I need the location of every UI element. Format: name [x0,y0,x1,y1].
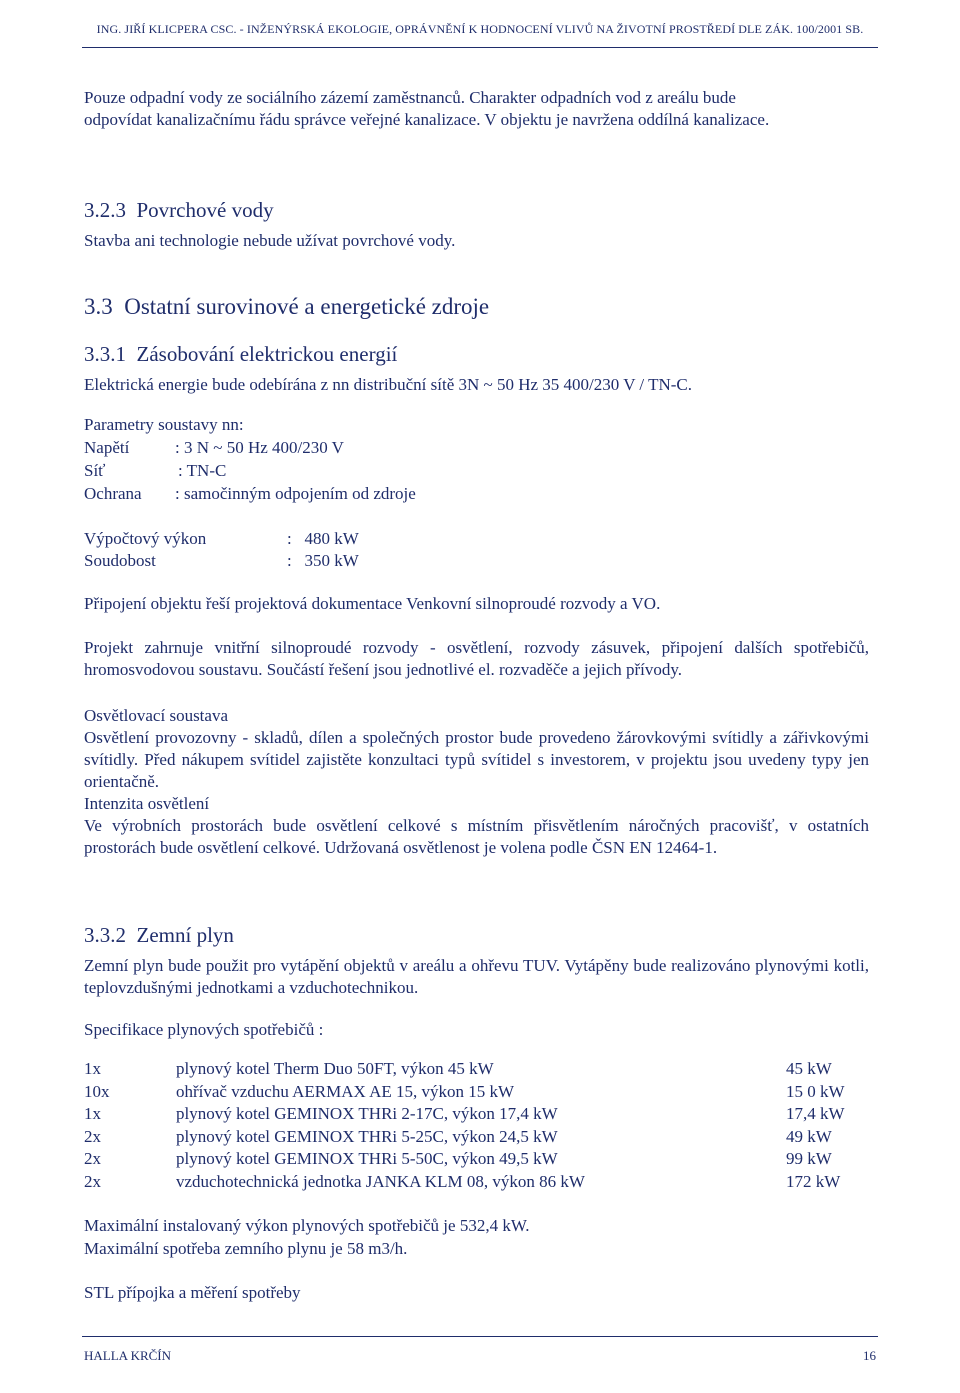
power-label-calculated: Výpočtový výkon [84,529,207,548]
header-rule [82,47,878,48]
desc-cell: plynový kotel GEMINOX THRi 5-50C, výkon 49,5 kW [176,1149,558,1168]
table-row [84,1104,845,1127]
intro-line-2: odpovídat kanalizačnímu řádu správce veřejné kanalizace. V objektu je navržena oddílná kanalizace. [84,110,770,129]
max-power-text: Maximální instalovaný výkon plynových spotřebičů je 532,4 kW. [84,1216,530,1235]
desc-cell: vzduchotechnická jednotka JANKA KLM 08, výkon 86 kW [176,1171,585,1191]
qty-cell: 2x [84,1171,101,1191]
power-cell: 172 kW [786,1171,841,1191]
table-row [84,1059,845,1082]
table-row [84,1149,845,1172]
section-heading-3-2-3: 3.2.3 Povrchové vody [84,198,274,222]
power-cell: 17,4 kW [786,1104,845,1123]
desc-cell: plynový kotel Therm Duo 50FT, výkon 45 kW [176,1059,494,1078]
section-heading-3-3: 3.3 Ostatní surovinové a energetické zdroje [84,294,490,319]
table-row [84,1172,845,1195]
gas-paragraph: Zemní plyn bude použit pro vytápění objektů v areálu a ohřevu TUV. Vytápěny bude realizováno plynovými kotli, teplovzdušnými jednotkami a vzduchotechnikou. [84,956,869,997]
lighting-paragraph: Osvětlení provozovny - skladů, dílen a společných prostor bude provedeno žárovkovými svítidly a zářivkovými svítidly. Před nákupem svítidel zajistěte konzultaci typů svítidel s investorem, v projektu jsou uvedeny typy jen orientačně. [84,728,869,791]
intensity-paragraph: Ve výrobních prostorách bude osvětlení celkové s místním přisvětlením náročných pracovišť, v ostatních prostorách bude osvětlení celkové. Udržovaná osvětlenost je volena podle ČSN EN 12464-1. [84,816,869,857]
spec-title: Specifikace plynových spotřebičů : [84,1020,324,1039]
section-text-3-2-3: Stavba ani technologie nebude užívat povrchové vody. [84,231,456,250]
section-heading-3-3-2: 3.3.2 Zemní plyn [84,923,234,947]
intro-line-1: Pouze odpadní vody ze sociálního zázemí zaměstnanců. Charakter odpadních vod z areálu bude [84,88,736,107]
max-consumption-text: Maximální spotřeba zemního plynu je 58 m3/h. [84,1239,408,1258]
desc-cell: plynový kotel GEMINOX THRi 2-17C, výkon 17,4 kW [176,1104,558,1123]
project-paragraph: Projekt zahrnuje vnitřní silnoproudé rozvody - osvětlení, rozvody zásuvek, připojení dalších spotřebičů, hromosvodovou soustavu. Součástí řešení jsou jednotlivé el. rozvaděče a jejich přívody. [84,638,869,679]
param-value-network: : TN-C [178,461,227,480]
table-row [84,1127,845,1150]
stl-text: STL přípojka a měření spotřeby [84,1283,301,1302]
param-label-network: Síť [84,461,106,480]
gas-appliances-table [84,1059,845,1194]
page-header: ING. JIŘÍ KLICPERA CSC. - INŽENÝRSKÁ EKOLOGIE, OPRÁVNĚNÍ K HODNOCENÍ VLIVŮ NA ŽIVOTNÍ PROSTŘEDÍ DLE ZÁK. 100/2001 SB. [96,22,864,36]
param-value-protection: : samočinným odpojením od zdroje [175,484,416,503]
lighting-title: Osvětlovací soustava [84,706,228,725]
power-cell: 99 kW [786,1149,832,1168]
table-row [84,1082,845,1105]
qty-cell: 2x [84,1149,101,1168]
intensity-title: Intenzita osvětlení [84,794,210,813]
param-label-protection: Ochrana [84,484,142,503]
desc-cell: plynový kotel GEMINOX THRi 5-25C, výkon 24,5 kW [176,1126,558,1146]
power-label-simultaneity: Soudobost [84,551,156,570]
qty-cell: 10x [84,1081,110,1101]
connection-text: Připojení objektu řeší projektová dokumentace Venkovní silnoproudé rozvody a VO. [84,594,661,613]
qty-cell: 1x [84,1059,101,1078]
params-title: Parametry soustavy nn: [84,415,244,434]
power-cell: 15 0 kW [786,1081,845,1101]
qty-cell: 2x [84,1126,101,1146]
qty-cell: 1x [84,1104,101,1123]
section-heading-3-3-1: 3.3.1 Zásobování elektrickou energií [84,342,398,366]
power-cell: 45 kW [786,1059,832,1078]
power-cell: 49 kW [786,1126,832,1146]
param-value-voltage: : 3 N ~ 50 Hz 400/230 V [175,438,344,457]
page-number: 16 [863,1348,876,1363]
power-value-simultaneity: : 350 kW [287,551,359,570]
footer-author: HALLA KRČÍN [84,1348,172,1363]
power-value-calculated: : 480 kW [287,529,359,548]
footer-rule [82,1336,878,1337]
desc-cell: ohřívač vzduchu AERMAX AE 15, výkon 15 kW [176,1081,515,1101]
electricity-text: Elektrická energie bude odebírána z nn distribuční sítě 3N ~ 50 Hz 35 400/230 V / TN-C. [84,375,693,394]
param-label-voltage: Napětí [84,438,130,457]
